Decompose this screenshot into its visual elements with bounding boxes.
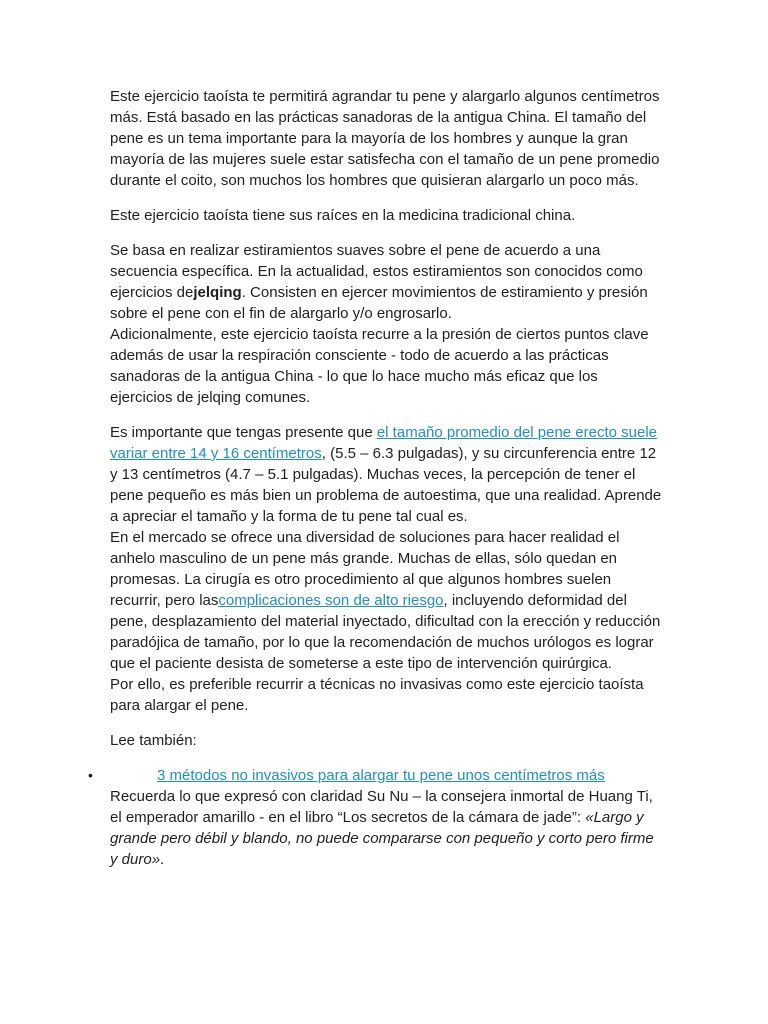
size-text-cont: , (5.5 – 6.3 pulgadas), y su circunferencia entre 12 y 13 centímetros (4.7 – 5.1 pulgadas). Muchas veces, la percepción de tener el pene pequeño es más bien un problema de autoestima, que una realidad. Aprende a apreciar el tamaño y la forma de tu pene tal cual es. [110, 445, 662, 525]
complications-link[interactable]: complicaciones son de alto riesgo [218, 592, 444, 609]
average-size-link[interactable]: el tamaño promedio del pene erecto suele variar entre 14 y 16 centímetros [110, 424, 658, 462]
quote-end: . [160, 851, 165, 868]
technique-text: Se basa en realizar estiramientos suaves sobre el pene de acuerdo a una secuencia específica. En la actualidad, estos estiramientos son conocidos como ejercicios de [110, 242, 643, 301]
see-also-list-item [88, 765, 662, 786]
paragraph-roots: Este ejercicio taoísta tiene sus raíces en la medicina tradicional china. [110, 207, 576, 224]
see-also-label: Lee también: [110, 732, 197, 749]
quote-text: «Largo y grande pero débil y blando, no puede compararse con pequeño y corto pero firme y duro» [110, 809, 654, 868]
market-text: En el mercado se ofrece una diversidad de soluciones para hacer realidad el anhelo masculino de un pene más grande. Muchas de ellas, sólo quedan en promesas. La cirugía es otro procedimiento al que algunos hombres suelen recurrir, pero las [110, 529, 620, 609]
market-text-cont: , incluyendo deformidad del pene, desplazamiento del material inyectado, dificultad con la erección y reducción paradójica de tamaño, por lo que la recomendación de muchos urólogos es lograr que el paciente desista de someterse a este tipo de intervención quirúrgica. [110, 592, 661, 672]
jelqing-term: jelqing [193, 284, 242, 301]
paragraph-intro: Este ejercicio taoísta te permitirá agrandar tu pene y alargarlo algunos centímetros más. Está basado en las prácticas sanadoras de la antigua China. El tamaño del pene es un tema importante para la mayoría de los hombres y aunque la gran mayoría de las mujeres suele estar satisfecha con el tamaño de un pene promedio durante el coito, son muchos los hombres que quisieran alargarlo un poco más. [110, 88, 660, 189]
technique-additional: Adicionalmente, este ejercicio taoísta recurre a la presión de ciertos puntos clave además de usar la respiración consciente - todo de acuerdo a las prácticas sanadoras de la antigua China - lo que lo hace mucho más eficaz que los ejercicios de jelqing comunes. [110, 326, 649, 406]
technique-text-cont: . Consisten en ejercer movimientos de estiramiento y presión sobre el pene con el fin de alargarlo y/o engrosarlo. [110, 284, 648, 322]
bullet-marker: • [88, 767, 93, 783]
paragraph-technique [110, 240, 662, 408]
size-text: Es importante que tengas presente que [110, 424, 377, 441]
paragraph-size [110, 422, 662, 716]
document-page [88, 86, 662, 870]
conclusion-text: Por ello, es preferible recurrir a técnicas no invasivas como este ejercicio taoísta para alargar el pene. [110, 676, 644, 714]
related-article-link[interactable]: 3 métodos no invasivos para alargar tu pene unos centímetros más [157, 767, 605, 784]
quote-intro: Recuerda lo que expresó con claridad Su Nu – la consejera inmortal de Huang Ti, el emperador amarillo - en el libro “Los secretos de la cámara de jade”: [110, 788, 653, 826]
paragraph-quote [110, 786, 662, 870]
